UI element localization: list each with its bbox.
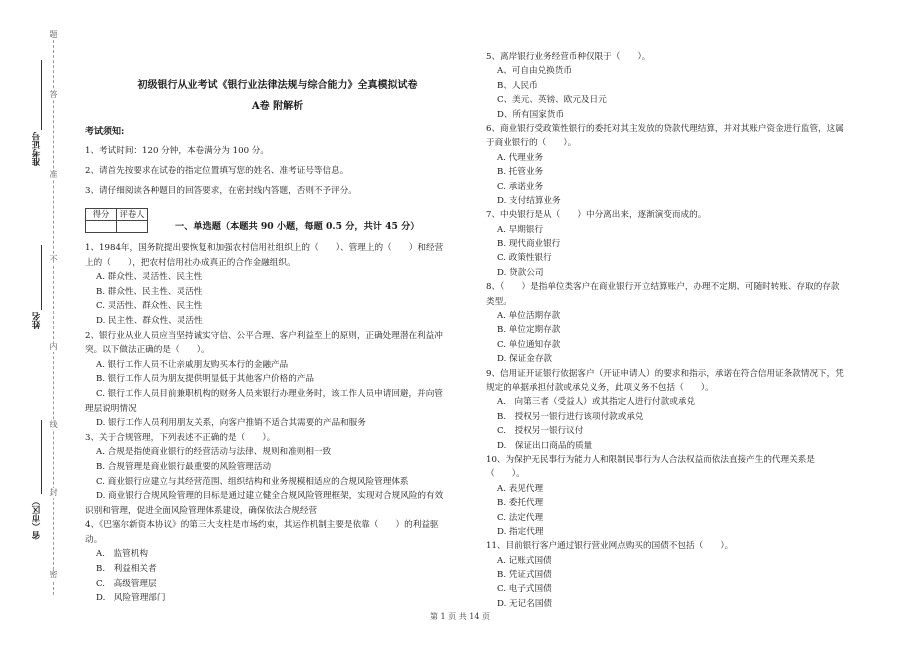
seal-char: 线 — [49, 420, 58, 429]
answer-option: B. 利益相关者 — [96, 564, 157, 575]
answer-option: C. 灵活性、群众性、民主性 — [96, 301, 203, 312]
question-text: 突。以下做法正确的是（ ）。 — [85, 345, 210, 356]
answer-option: A. 代理业务 — [497, 152, 544, 163]
question-text: 10、为保护无民事行为能力人和限制民事行为人合法权益而依法直接产生的代理关系是 — [486, 454, 815, 465]
answer-option: A. 单位活期存款 — [497, 311, 561, 322]
question-text: 规定的单据承担付款或承兑义务，此项义务不包括（ ）。 — [486, 382, 714, 393]
answer-option: B. 托管业务 — [497, 167, 544, 178]
answer-option: A、可自由兑换货币 — [497, 66, 572, 77]
answer-option: B. 委托代理 — [497, 498, 544, 509]
answer-option: A. 表见代理 — [497, 483, 544, 494]
reviewer-cell — [117, 221, 148, 233]
answer-option: D. 保证金存款 — [497, 354, 553, 365]
answer-option: A. 群众性、灵活性、民主性 — [96, 272, 203, 283]
question-text: 于商业银行的（ ）。 — [486, 138, 577, 149]
seal-dashed-line — [53, 40, 54, 595]
answer-option: D. 商业银行合规风险管理的目标是通过建立健全合规风险管理框架，实现对合规风险的有效 — [96, 491, 444, 502]
answer-option: B. 凭证式国债 — [497, 570, 552, 581]
answer-option: A. 早期银行 — [497, 224, 544, 235]
province-blank — [41, 420, 42, 494]
answer-option: B. 单位定期存款 — [497, 325, 561, 336]
exam-subtitle: A卷 附解析 — [251, 101, 304, 112]
score-cell — [86, 221, 117, 233]
exam-number-blank — [41, 60, 42, 130]
seal-char: 准 — [49, 170, 58, 179]
question-text: 4、《巴塞尔新资本协议》的第三大支柱是市场约束，其运作机制主要是依靠（ ）的利益驱 — [85, 520, 439, 531]
question-text: 9、信用证开证银行依据客户（开证申请人）的要求和指示，承诺在符合信用证条款情况下，凭 — [486, 368, 844, 379]
seal-char: 内 — [49, 342, 58, 351]
question-text: 5、离岸银行业务经营币种仅限于（ ）。 — [486, 52, 651, 62]
seal-char: 题 — [49, 30, 58, 39]
answer-option: B、人民币 — [497, 80, 538, 91]
answer-option: A. 监管机构 — [96, 549, 148, 560]
answer-option: C. 单位通知存款 — [497, 339, 561, 350]
notice-item: 1、考试时间：120 分钟，本卷满分为 100 分。 — [85, 146, 269, 156]
exam-number-label: 准考证号 — [32, 132, 42, 166]
exam-title: 初级银行从业考试《银行业法律法规与综合能力》全真模拟试卷 — [137, 80, 418, 91]
answer-option: B. 现代商业银行 — [497, 239, 561, 250]
question-text: 6、商业银行受政策性银行的委托对其主发放的贷款代理结算，并对其账户资金进行监管，这属 — [486, 123, 844, 134]
answer-option: A. 记账式国债 — [497, 555, 552, 566]
question-text: 类型。 — [486, 296, 512, 307]
section-title: 一、单选题（本题共 90 小题，每题 0.5 分，共计 45 分） — [175, 221, 420, 232]
question-text: 上的（ ），把农村信用社办成真正的合作金融组织。 — [85, 257, 296, 268]
answer-option: C. 法定代理 — [497, 512, 544, 523]
seal-char: 封 — [49, 488, 58, 497]
notice-item: 3、请仔细阅读各种题目的回答要求，在密封线内答题，否则不予评分。 — [85, 186, 357, 196]
answer-option: C. 电子式国债 — [497, 584, 552, 595]
seal-char: 密 — [49, 570, 58, 579]
answer-option: B. 合规管理是商业银行最重要的风险管理活动 — [96, 461, 272, 472]
answer-option: C. 银行工作人员目前兼职机构的财务人员来银行办理业务时，该工作人员申请回避，并向管 — [96, 388, 443, 399]
answer-option: C. 高级管理层 — [96, 578, 157, 589]
question-text: 1、1984年，国务院提出要恢复和加强农村信用社组织上的（ ）、管理上的（ ）和经营 — [85, 243, 444, 253]
answer-option: B. 授权另一银行进行该项付款或承兑 — [497, 411, 644, 422]
score-table — [85, 208, 148, 233]
notice-item: 2、请首先按要求在试卷的指定位置填写您的姓名、准考证号等信息。 — [85, 166, 349, 176]
question-text: 3、关于合规管理，下列表述不正确的是（ ）。 — [85, 432, 276, 443]
binding-margin — [0, 0, 80, 650]
question-text: 8、（ ）是指单位类客户在商业银行开立结算账户，办理不定期、可随时转账、存取的存款 — [486, 282, 840, 293]
answer-option: D、所有国家货币 — [497, 109, 565, 120]
answer-option: C. 承诺业务 — [497, 181, 544, 192]
question-text: 识别和管理，促进全面风险管理体系建设，确保依法合规经营 — [85, 505, 318, 516]
answer-option: B. 银行工作人员为朋友提供明显低于其他客户价格的产品 — [96, 374, 315, 385]
answer-option: A. 合规是指使商业银行的经营活动与法律、规则和准则相一致 — [96, 447, 332, 458]
question-text: 2、银行业从业人员应当坚持诚实守信、公平合理、客户利益至上的原则，正确处理潜在利益冲 — [85, 330, 443, 341]
left-question-column — [85, 243, 470, 608]
answer-option: C. 商业银行应建立与其经营范围、组织结构和业务规模相适应的合规风险管理体系 — [96, 476, 409, 487]
answer-option: D. 指定代理 — [497, 526, 544, 537]
page-footer: 第 1 页 共 14 页 — [430, 612, 490, 621]
question-text: 7、中央银行是从（ ）中分离出来，逐渐演变而成的。 — [486, 210, 707, 221]
answer-option: C. 授权另一银行议付 — [497, 426, 584, 437]
seal-char: 不 — [49, 255, 58, 264]
answer-option: D. 支付结算业务 — [497, 195, 561, 206]
right-question-column — [486, 52, 886, 613]
score-header: 得分 — [86, 209, 117, 221]
answer-option: D. 风险管理部门 — [96, 593, 166, 604]
name-label: 姓名 — [32, 312, 42, 329]
answer-option: B. 群众性、民主性、灵活性 — [96, 286, 203, 297]
answer-option: A. 向第三者（受益人）或其指定人进行付款或承兑 — [497, 397, 696, 408]
answer-option: D. 保证出口商品的质量 — [497, 440, 593, 451]
question-text: （ ）。 — [486, 469, 525, 480]
answer-option: D. 贷款公司 — [497, 267, 544, 278]
reviewer-header: 评卷人 — [117, 209, 148, 221]
question-text: 动。 — [85, 534, 103, 545]
seal-char: 答 — [49, 90, 58, 99]
notice-heading: 考试须知: — [85, 127, 125, 137]
question-text: 理层说明情况 — [85, 403, 137, 414]
question-text: 11、目前银行客户通过银行营业网点购买的国债不包括（ ）。 — [486, 541, 734, 552]
answer-option: C. 政策性银行 — [497, 253, 552, 264]
name-blank — [41, 245, 42, 310]
province-label: 省（市区） — [32, 497, 42, 540]
answer-option: D. 民主性、群众性、灵活性 — [96, 315, 203, 326]
answer-option: A. 银行工作人员不让亲戚朋友购买本行的金融产品 — [96, 359, 289, 370]
answer-option: D. 无记名国债 — [497, 598, 553, 609]
answer-option: C、美元、英镑、欧元及日元 — [497, 95, 607, 106]
answer-option: D. 银行工作人员利用朋友关系，向客户推销不适合其需要的产品和服务 — [96, 418, 366, 429]
